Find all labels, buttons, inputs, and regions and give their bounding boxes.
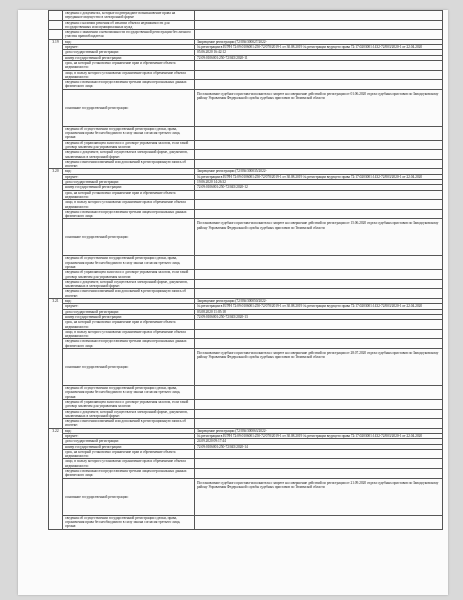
field-label: срок, на который установлено ограничение прав и обременение объекта недвижимости:	[63, 190, 195, 200]
field-label: сведения об осуществлении государственной регистрации сделки, права, ограничения права без необходимого в силу закона согласия третьего лица, органа:	[63, 386, 195, 400]
table-row	[49, 339, 443, 349]
table-row	[49, 399, 443, 409]
registry-table	[48, 10, 443, 530]
field-value	[195, 279, 443, 289]
section-number: 3.21	[49, 299, 63, 429]
field-label: предмет:	[63, 304, 195, 309]
field-label: срок, на который установлено ограничение прав и обременение объекта недвижимости:	[63, 320, 195, 330]
field-value: № регистрации в ЕГРН 72:09:0106001:250-72/078/2019-1 от 30.08.2019 № регистрации ведущего права 72:17:0203001:1432-72/003/2020-1 от 22.04.2020	[195, 434, 443, 439]
field-value	[195, 386, 443, 400]
field-label: предмет:	[63, 45, 195, 50]
field-value	[195, 459, 443, 469]
field-label: номер государственной регистрации:	[63, 314, 195, 319]
field-value	[195, 320, 443, 330]
field-value	[195, 515, 443, 529]
field-label: сведения о возможности предоставления третьим лицам персональных данных физического лица:	[63, 209, 195, 219]
table-row	[49, 80, 443, 90]
field-label: сведения об осуществлении государственной регистрации сделки, права, ограничения права без необходимого в силу закона согласия третьего лица, органа:	[63, 256, 195, 270]
field-value: 72:09:0106001:250-72/045/2020-11	[195, 55, 443, 60]
field-label: сведения о наличии решения об изъятии объекта недвижимости для государственных или муниципальных нужд	[63, 20, 195, 30]
table-row	[49, 11, 443, 21]
table-row	[49, 349, 443, 386]
field-value: 03.08.2020 11:05:18	[195, 309, 443, 314]
field-value: 24.09.2020 09:17:44	[195, 439, 443, 444]
field-label: лицо, в пользу которого установлено ограничение прав и обременение объекта недвижимости:	[63, 459, 195, 469]
field-value	[195, 140, 443, 150]
table-row	[49, 449, 443, 459]
table-row	[49, 256, 443, 270]
field-label: основание государственной регистрации:	[63, 478, 195, 515]
field-label: сведения об осуществлении государственной регистрации сделки, права, ограничения права без необходимого в силу закона согласия третьего лица, органа:	[63, 515, 195, 529]
field-value: 72:09:0106001:250-72/045/2020-12	[195, 185, 443, 190]
field-label: основание государственной регистрации:	[63, 89, 195, 126]
field-value: 72:09:0106001:250-72/045/2020-13	[195, 314, 443, 319]
section-number: 3.22	[49, 428, 63, 529]
field-label: сведения об управляющем залогом и о договоре управления залогом, если такой договор заключен для управления залогом:	[63, 270, 195, 280]
table-row	[49, 140, 443, 150]
field-label: вид:	[63, 169, 195, 174]
field-value: № регистрации в ЕГРН 72:09:0106001:250-72/078/2019-1 от 30.08.2019 № регистрации ведущего права 72:17:0203001:1432-72/003/2020-1 от 22.04.2020	[195, 304, 443, 309]
field-value	[195, 329, 443, 339]
field-label: срок, на который установлено ограничение прав и обременение объекта недвижимости:	[63, 449, 195, 459]
table-row	[49, 469, 443, 479]
table-row	[49, 459, 443, 469]
field-value: Запрещение регистрации (72/036/300035/2022-	[195, 169, 443, 174]
field-label: вид:	[63, 39, 195, 44]
field-label: сведения о документах, которые подтверждают возникновение права на переданное имущество в электронной форме	[63, 11, 195, 21]
table-row	[49, 409, 443, 419]
table-row	[49, 200, 443, 210]
field-value	[195, 209, 443, 219]
table-row	[49, 515, 443, 529]
field-value	[195, 409, 443, 419]
field-label: дата государственной регистрации:	[63, 180, 195, 185]
table-row	[49, 89, 443, 126]
field-label: дата государственной регистрации:	[63, 50, 195, 55]
field-value: 05.06.2020 16:42:12	[195, 50, 443, 55]
row-number	[49, 30, 63, 40]
table-row	[49, 320, 443, 330]
table-row	[49, 209, 443, 219]
field-label: вид:	[63, 428, 195, 433]
field-value	[195, 11, 443, 21]
document-page	[18, 10, 448, 595]
field-label: сведения о внесении изменений или дополнений в регистрационную запись об ипотеке:	[63, 289, 195, 299]
field-value: Постановление судебного пристава-исполнителя о запрете на совершение действий по регистрации от 28.07.2020 отдела судебных приставов по Заводоуковскому району Управления Федеральной службы судебных приставов по Тюменской области	[195, 349, 443, 386]
field-value: 19.06.2020 14:26:32	[195, 180, 443, 185]
field-label: сведения о внесении изменений или дополнений в регистрационную запись об ипотеке:	[63, 419, 195, 429]
table-row	[49, 279, 443, 289]
field-value	[195, 200, 443, 210]
table-row	[49, 126, 443, 140]
field-value	[195, 399, 443, 409]
field-value: № регистрации в ЕГРН 72:09:0106001:250-72/078/2019-1 от 30.08.2019 № регистрации ведущего права 72:17:0203001:1432-72/003/2020-1 от 22.04.2020	[195, 174, 443, 179]
field-value	[195, 150, 443, 160]
field-value: Постановление судебного пристава-исполнителя о запрете на совершение действий по регистрации от 21.09.2020 отдела судебных приставов по Заводоуковскому району Управления Федеральной службы судебных приставов по Тюменской области	[195, 478, 443, 515]
table-row	[49, 30, 443, 40]
table-row	[49, 159, 443, 169]
table-row	[49, 270, 443, 280]
field-value	[195, 339, 443, 349]
field-value	[195, 270, 443, 280]
table-row	[49, 150, 443, 160]
field-value: № регистрации в ЕГРН 72:09:0106001:250-72/078/2019-1 от 30.08.2019 № регистрации ведущего права 72:17:0203001:1432-72/003/2020-1 от 22.04.2020	[195, 45, 443, 50]
field-label: сведения об управляющем залогом и о договоре управления залогом, если такой договор заключен для управления залогом:	[63, 399, 195, 409]
row-number	[49, 11, 63, 21]
field-value	[195, 449, 443, 459]
section-number: 3.20	[49, 169, 63, 299]
table-row	[49, 289, 443, 299]
table-row	[49, 20, 443, 30]
table-row	[49, 70, 443, 80]
field-label: номер государственной регистрации:	[63, 185, 195, 190]
field-label: лицо, в пользу которого установлено ограничение прав и обременение объекта недвижимости:	[63, 329, 195, 339]
field-label: сведения о документе, который осуществлен в электронной форме, документов, заключенных в электронной форме:	[63, 150, 195, 160]
field-label: срок, на который установлено ограничение прав и обременение объекта недвижимости:	[63, 60, 195, 70]
field-label: дата государственной регистрации:	[63, 309, 195, 314]
field-value	[195, 289, 443, 299]
field-value: Запрещение регистрации (72/036/300050/2022-	[195, 299, 443, 304]
field-value	[195, 419, 443, 429]
table-row	[49, 419, 443, 429]
field-label: предмет:	[63, 174, 195, 179]
field-label: сведения об управляющем залогом и о договоре управления залогом, если такой договор заключен для управления залогом:	[63, 140, 195, 150]
field-label: лицо, в пользу которого установлено ограничение прав и обременение объекта недвижимости:	[63, 70, 195, 80]
field-label: предмет:	[63, 434, 195, 439]
table-row	[49, 190, 443, 200]
field-value	[195, 60, 443, 70]
field-label: сведения об осуществлении государственной регистрации сделки, права, ограничения права без необходимого в силу закона согласия третьего лица, органа:	[63, 126, 195, 140]
field-label: сведения о возможности предоставления третьим лицам персональных данных физического лица:	[63, 469, 195, 479]
row-number	[49, 20, 63, 30]
field-value	[195, 469, 443, 479]
field-label: основание государственной регистрации:	[63, 219, 195, 256]
field-label: вид:	[63, 299, 195, 304]
field-value	[195, 190, 443, 200]
field-value	[195, 256, 443, 270]
field-label: дата государственной регистрации:	[63, 439, 195, 444]
field-label: сведения о возможности предоставления третьим лицам персональных данных физического лица:	[63, 339, 195, 349]
field-label: номер государственной регистрации:	[63, 444, 195, 449]
field-label: сведения о возможности предоставления третьим лицам персональных данных физического лица:	[63, 80, 195, 90]
field-value	[195, 159, 443, 169]
field-value: Постановление судебного пристава-исполнителя о запрете на совершение действий по регистрации от 01.06.2020 отдела судебных приставов по Заводоуковскому району Управления Федеральной службы судебных приставов по Тюменской области	[195, 89, 443, 126]
field-label: сведения о заявлении о невозможности государственной регистрации без личного участия правообладателя	[63, 30, 195, 40]
table-row	[49, 386, 443, 400]
field-value: Запрещение регистрации (72/036/300027/2022-	[195, 39, 443, 44]
field-label: сведения о документе, который осуществлен в электронной форме, документов, заключенных в электронной форме:	[63, 409, 195, 419]
table-row	[49, 219, 443, 256]
field-value: Запрещение регистрации (72/036/300063/2022-	[195, 428, 443, 433]
field-value: Постановление судебного пристава-исполнителя о запрете на совершение действий по регистрации от 15.06.2020 отдела судебных приставов по Заводоуковскому району Управления Федеральной службы судебных приставов по Тюменской области	[195, 219, 443, 256]
field-value	[195, 20, 443, 30]
field-value	[195, 126, 443, 140]
field-value: 72:09:0106001:250-72/045/2020-14	[195, 444, 443, 449]
field-value	[195, 30, 443, 40]
field-label: сведения о внесении изменений или дополнений в регистрационную запись об ипотеке:	[63, 159, 195, 169]
field-label: основание государственной регистрации:	[63, 349, 195, 386]
field-label: сведения о документе, который осуществлен в электронной форме, документов, заключенных в электронной форме:	[63, 279, 195, 289]
field-value	[195, 80, 443, 90]
table-row	[49, 329, 443, 339]
section-number: 3.19	[49, 39, 63, 169]
table-row	[49, 60, 443, 70]
field-value	[195, 70, 443, 80]
field-label: номер государственной регистрации:	[63, 55, 195, 60]
table-row	[49, 478, 443, 515]
field-label: лицо, в пользу которого установлено ограничение прав и обременение объекта недвижимости:	[63, 200, 195, 210]
